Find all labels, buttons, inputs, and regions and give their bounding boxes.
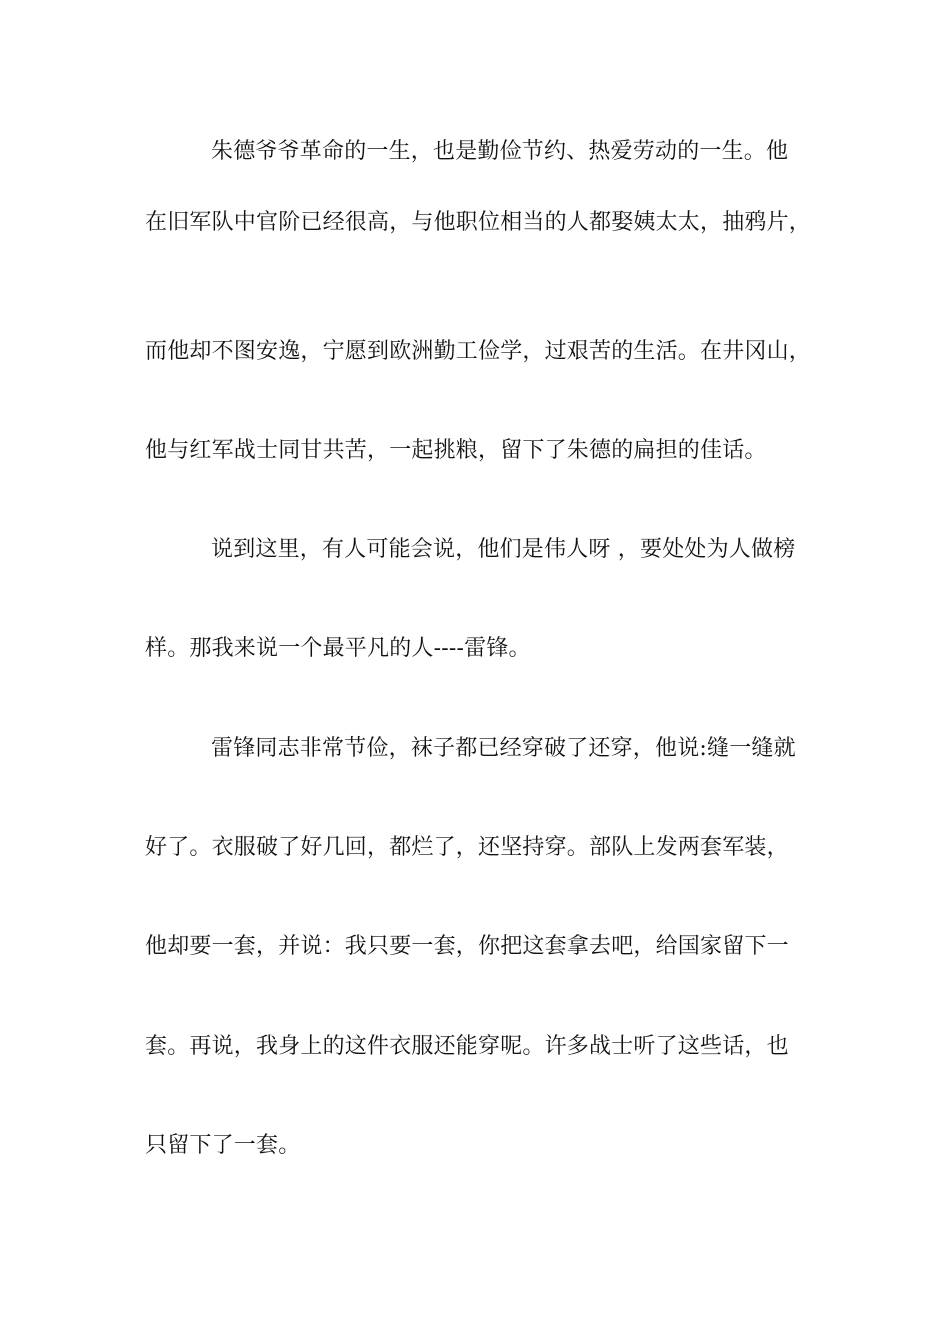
paragraph-2-line-2: 样。那我来说一个最平凡的人----雷锋。 <box>145 636 531 661</box>
paragraph-2-line-1: 说到这里，有人可能会说，他们是伟人呀 ，要处处为人做榜 <box>211 537 796 562</box>
paragraph-3-line-3: 他却要一套，并说：我只要一套，你把这套拿去吧，给国家留下一 <box>145 934 789 959</box>
paragraph-3-line-1: 雷锋同志非常节俭，袜子都已经穿破了还穿，他说:缝一缝就 <box>211 736 796 761</box>
paragraph-3-line-5: 只留下了一套。 <box>145 1133 301 1158</box>
paragraph-1-line-4: 他与红军战士同甘共苦，一起挑粮，留下了朱德的扁担的佳话。 <box>145 438 767 463</box>
paragraph-1-line-2: 在旧军队中官阶已经很高，与他职位相当的人都娶姨太太，抽鸦片， <box>145 210 812 235</box>
paragraph-1-line-1: 朱德爷爷革命的一生，也是勤俭节约、热爱劳动的一生。他 <box>211 139 789 164</box>
paragraph-3-line-4: 套。再说，我身上的这件衣服还能穿呢。许多战士听了这些话，也 <box>145 1034 789 1059</box>
paragraph-3-line-2: 好了。衣服破了好几回，都烂了，还坚持穿。部队上发两套军装， <box>145 835 789 860</box>
paragraph-1-line-3: 而他却不图安逸，宁愿到欧洲勤工俭学，过艰苦的生活。在井冈山， <box>145 339 812 364</box>
